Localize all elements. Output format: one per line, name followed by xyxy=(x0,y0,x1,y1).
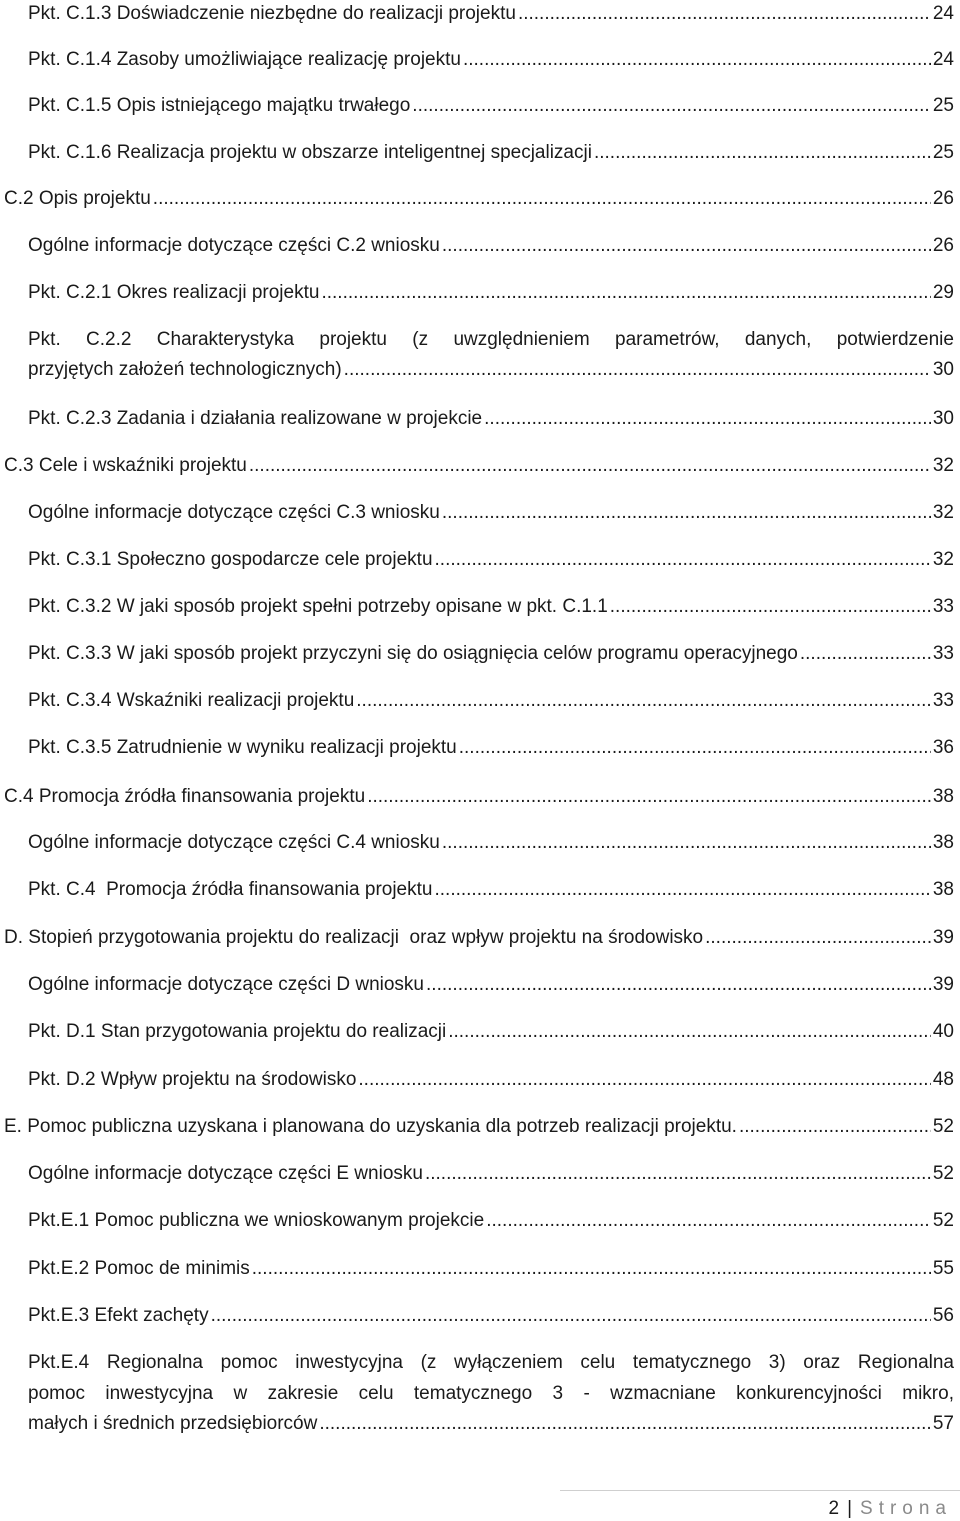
toc-entry-title: przyjętych założeń technologicznych) xyxy=(28,359,342,380)
toc-entry[interactable] xyxy=(28,736,954,760)
dot-leader xyxy=(344,358,931,382)
toc-entry-page: 57 xyxy=(932,1413,954,1434)
toc-entry[interactable] xyxy=(28,48,954,72)
toc-entry[interactable] xyxy=(28,1347,954,1436)
toc-entry-page: 25 xyxy=(932,95,954,116)
toc-entry[interactable] xyxy=(28,1020,954,1044)
toc-entry-title: Pkt. C.2.3 Zadania i działania realizowane w projekcie xyxy=(28,408,483,429)
dot-leader xyxy=(356,689,931,713)
toc-entry-title-line: pomoc inwestycyjna w zakresie celu tematycznego 3 - wzmacniane konkurencyjności mikro, xyxy=(28,1383,954,1404)
dot-leader xyxy=(459,736,931,760)
toc-entry-page: 36 xyxy=(932,737,954,758)
toc-entry[interactable] xyxy=(28,1209,954,1233)
toc-entry-title: Pkt. C.3.2 W jaki sposób projekt spełni potrzeby opisane w pkt. C.1.1 xyxy=(28,596,608,617)
toc-entry-title: Pkt. C.1.5 Opis istniejącego majątku trwałego xyxy=(28,95,411,116)
dot-leader xyxy=(442,501,931,525)
dot-leader xyxy=(249,454,931,478)
toc-entry-page: 32 xyxy=(932,549,954,570)
toc-entry[interactable] xyxy=(28,234,954,258)
dot-leader xyxy=(486,1209,931,1233)
toc-entry-title: Pkt. D.1 Stan przygotowania projektu do realizacji xyxy=(28,1021,447,1042)
toc-entry-page: 52 xyxy=(932,1116,954,1137)
toc-entry-title: C.3 Cele i wskaźniki projektu xyxy=(4,455,247,476)
toc-entry-page: 40 xyxy=(932,1021,954,1042)
page-label: Strona xyxy=(860,1498,952,1519)
toc-entry-title: Pkt. C.1.3 Doświadczenie niezbędne do realizacji projektu xyxy=(28,3,516,24)
toc-entry-title: D. Stopień przygotowania projektu do realizacji oraz wpływ projektu na środowisko xyxy=(4,927,704,948)
toc-entry[interactable] xyxy=(28,2,954,26)
toc-entry-title: Ogólne informacje dotyczące części E wniosku xyxy=(28,1163,423,1184)
dot-leader xyxy=(518,2,931,26)
toc-entry-page: 32 xyxy=(932,455,954,476)
dot-leader xyxy=(425,1162,931,1186)
toc-entry-title: Pkt. C.1.4 Zasoby umożliwiające realizację projektu xyxy=(28,49,461,70)
toc-entry[interactable] xyxy=(28,831,954,855)
toc-entry-title: małych i średnich przedsiębiorców xyxy=(28,1413,318,1434)
toc-entry-title: E. Pomoc publiczna uzyskana i planowana do uzyskania dla potrzeb realizacji projektu. xyxy=(4,1116,737,1137)
toc-entry-page: 30 xyxy=(932,359,954,380)
page-footer xyxy=(829,1497,953,1521)
dot-leader xyxy=(211,1304,931,1328)
toc-entry-page: 52 xyxy=(932,1163,954,1184)
toc-entry-title-line: Pkt. C.2.2 Charakterystyka projektu (z uwzględnieniem parametrów, danych, potwierdzenie xyxy=(28,329,954,350)
toc-entry-title: Pkt.E.1 Pomoc publiczna we wnioskowanym projekcie xyxy=(28,1210,485,1231)
toc-entry-title: Pkt. C.3.3 W jaki sposób projekt przyczyni się do osiągnięcia celów programu operacyjnego xyxy=(28,643,798,664)
toc-entry-title: Pkt. C.4 Promocja źródła finansowania projektu xyxy=(28,879,433,900)
dot-leader xyxy=(426,973,931,997)
toc-entry[interactable] xyxy=(28,1068,954,1092)
toc-entry-title: Ogólne informacje dotyczące części C.2 wniosku xyxy=(28,235,440,256)
footer-divider xyxy=(560,1490,960,1491)
toc-entry-title: Pkt.E.3 Efekt zachęty xyxy=(28,1305,209,1326)
dot-leader xyxy=(252,1257,931,1281)
dot-leader xyxy=(484,407,931,431)
toc-entry-page: 52 xyxy=(932,1210,954,1231)
toc-entry-page: 39 xyxy=(932,927,954,948)
dot-leader xyxy=(463,48,931,72)
toc-entry[interactable] xyxy=(4,926,954,950)
dot-leader xyxy=(800,642,931,666)
toc-entry-title: Pkt. C.1.6 Realizacja projektu w obszarze inteligentnej specjalizacji xyxy=(28,142,592,163)
toc-entry[interactable] xyxy=(28,94,954,118)
toc-entry-page: 39 xyxy=(932,974,954,995)
toc-entry-page: 38 xyxy=(932,832,954,853)
toc-entry-title: Pkt. C.3.4 Wskaźniki realizacji projektu xyxy=(28,690,355,711)
dot-leader xyxy=(367,785,931,809)
toc-entry-page: 48 xyxy=(932,1069,954,1090)
toc-entry-title: Pkt. C.3.1 Społeczno gospodarcze cele projektu xyxy=(28,549,433,570)
toc-entry[interactable] xyxy=(4,187,954,211)
dot-leader xyxy=(705,926,931,950)
dot-leader xyxy=(153,187,931,211)
toc-entry-title: Pkt. C.2.1 Okres realizacji projektu xyxy=(28,282,320,303)
toc-entry-title-line: Pkt.E.4 Regionalna pomoc inwestycyjna (z wyłączeniem celu tematycznego 3) oraz Regionalna xyxy=(28,1352,954,1373)
dot-leader xyxy=(442,831,931,855)
page-number: 2 xyxy=(828,1498,840,1519)
footer-separator: | xyxy=(847,1498,853,1519)
toc-entry-page: 38 xyxy=(932,879,954,900)
dot-leader xyxy=(739,1115,931,1139)
toc-entry-title: Pkt. D.2 Wpływ projektu na środowisko xyxy=(28,1069,357,1090)
toc-entry-page: 33 xyxy=(932,596,954,617)
toc-entry[interactable] xyxy=(28,1162,954,1186)
toc-entry-page: 33 xyxy=(932,690,954,711)
toc-entry[interactable] xyxy=(4,1115,954,1139)
toc-entry-title: Ogólne informacje dotyczące części C.3 wniosku xyxy=(28,502,440,523)
toc-entry-page: 32 xyxy=(932,502,954,523)
toc-entry-title: Pkt.E.2 Pomoc de minimis xyxy=(28,1258,250,1279)
toc-entry[interactable] xyxy=(28,595,954,619)
toc-entry[interactable] xyxy=(28,642,954,666)
toc-entry[interactable] xyxy=(28,501,954,525)
toc-entry-page: 38 xyxy=(932,786,954,807)
toc-entry[interactable] xyxy=(28,548,954,572)
toc-entry[interactable] xyxy=(28,1257,954,1281)
toc-entry[interactable] xyxy=(4,454,954,478)
toc-entry-title: Ogólne informacje dotyczące części C.4 wniosku xyxy=(28,832,440,853)
toc-entry-title: Ogólne informacje dotyczące części D wniosku xyxy=(28,974,425,995)
toc-entry-page: 30 xyxy=(932,408,954,429)
dot-leader xyxy=(321,281,930,305)
toc-entry[interactable] xyxy=(28,878,954,902)
dot-leader xyxy=(412,94,931,118)
dot-leader xyxy=(610,595,931,619)
toc-entry[interactable] xyxy=(28,141,954,165)
toc-entry-page: 33 xyxy=(932,643,954,664)
toc-entry-title: Pkt. C.3.5 Zatrudnienie w wyniku realizacji projektu xyxy=(28,737,457,758)
toc-entry-page: 25 xyxy=(932,142,954,163)
toc-entry-page: 55 xyxy=(932,1258,954,1279)
toc-entry[interactable] xyxy=(4,785,954,809)
toc-entry-page: 26 xyxy=(932,235,954,256)
toc-entry-title: C.4 Promocja źródła finansowania projektu xyxy=(4,786,366,807)
dot-leader xyxy=(448,1020,931,1044)
toc-entry[interactable] xyxy=(28,281,954,305)
toc-entry-title: C.2 Opis projektu xyxy=(4,188,151,209)
toc-entry-page: 29 xyxy=(932,282,954,303)
toc-entry[interactable] xyxy=(28,407,954,431)
dot-leader xyxy=(442,234,931,258)
toc-entry[interactable] xyxy=(28,324,954,382)
dot-leader xyxy=(319,1412,931,1436)
toc-entry-page: 24 xyxy=(932,3,954,24)
toc-entry-page: 26 xyxy=(932,188,954,209)
toc-entry[interactable] xyxy=(28,973,954,997)
toc-entry[interactable] xyxy=(28,689,954,713)
dot-leader xyxy=(358,1068,930,1092)
dot-leader xyxy=(434,878,930,902)
toc-entry[interactable] xyxy=(28,1304,954,1328)
dot-leader xyxy=(594,141,931,165)
dot-leader xyxy=(435,548,931,572)
toc-entry-page: 24 xyxy=(932,49,954,70)
toc-entry-page: 56 xyxy=(932,1305,954,1326)
